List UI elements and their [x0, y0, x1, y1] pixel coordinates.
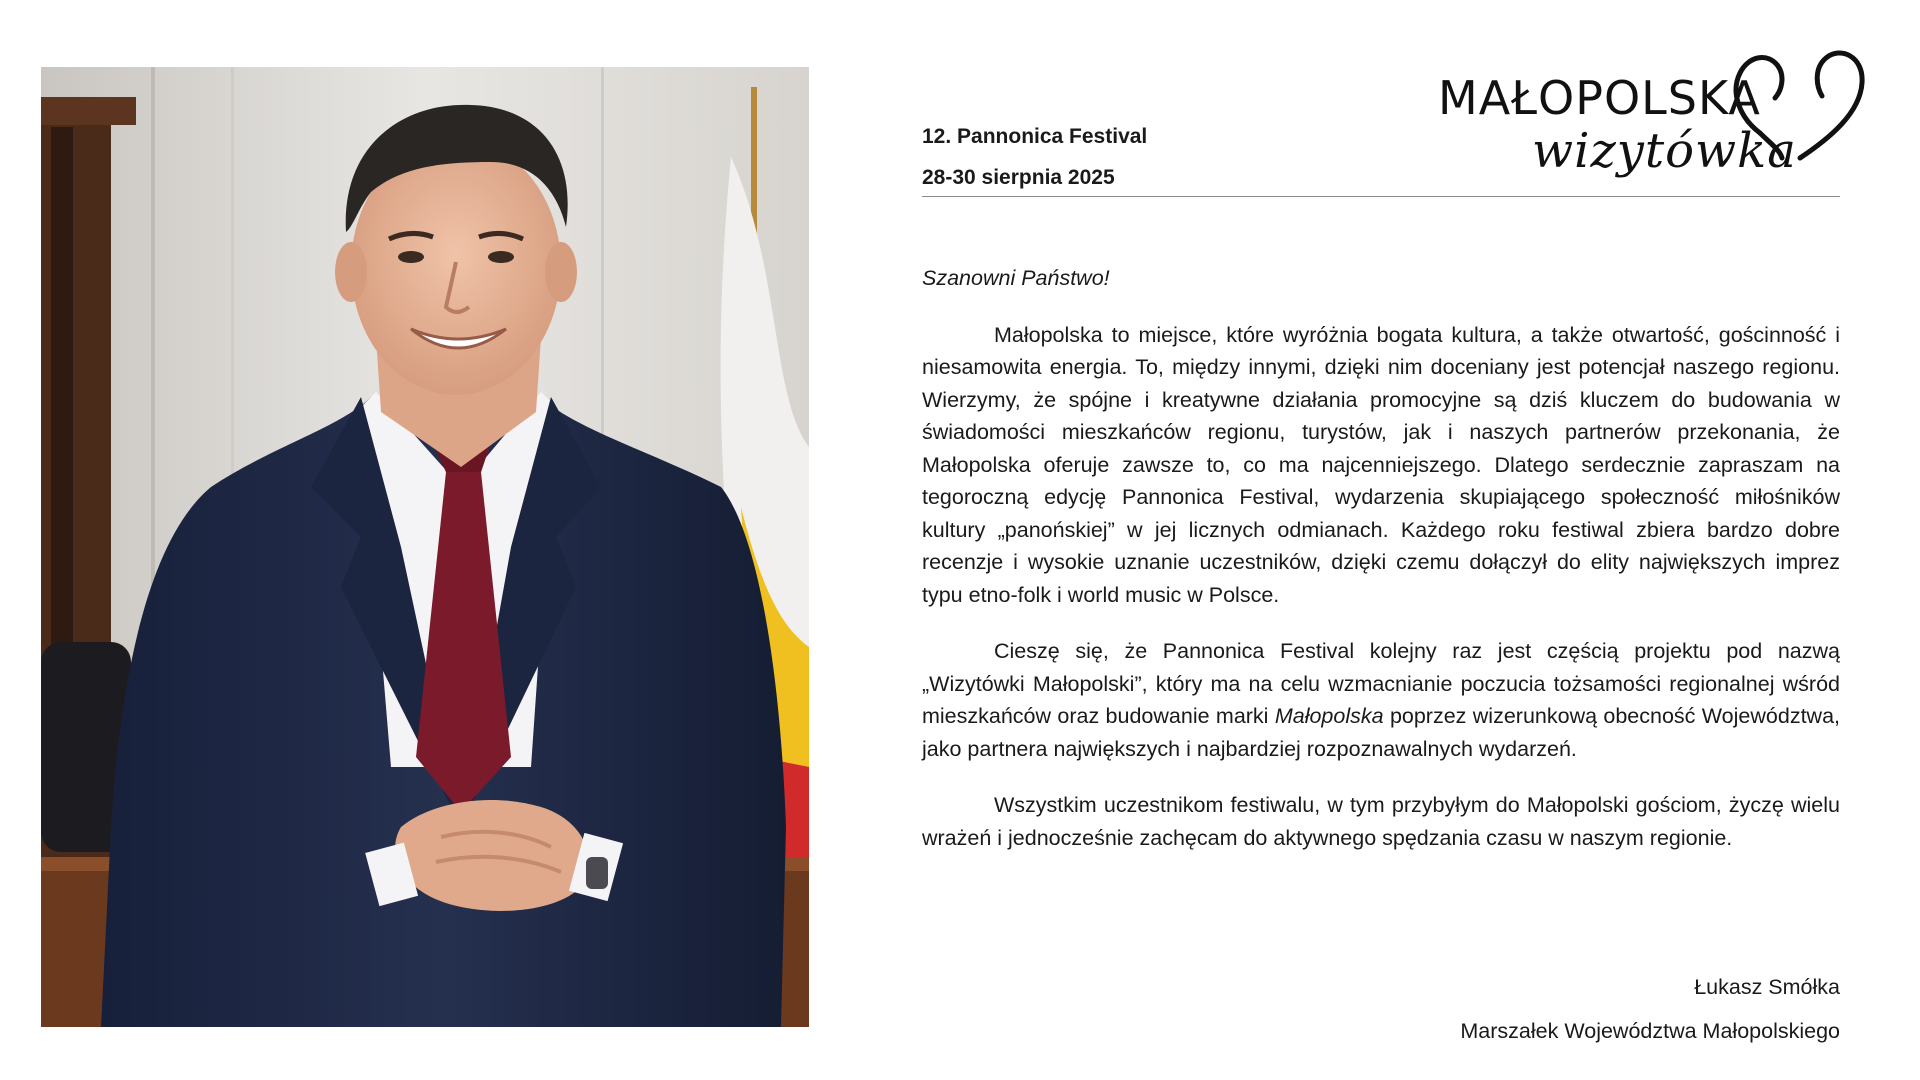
brand-name-italic: Małopolska — [1274, 704, 1384, 728]
wristwatch — [586, 857, 608, 889]
letter-body — [922, 262, 1840, 854]
paragraph-1: Małopolska to miejsce, które wyróżnia bogata kultura, a także otwartość, gościnność i niesamowita energia. To, między innymi, dzięki nim doceniany jest potencjał naszego regionu. Wierzymy, że spójne i kreatywne działania promocyjne są dziś kluczem do budowania w świadomości mieszkańców regionu, turystów, jak i naszych partnerów przekonania, że Małopolska oferuje zawsze to, co ma najcenniejszego. Dlatego serdecznie zapraszam na tegoroczną edycję Pannonica Festival, wydarzenia skupiającego społeczność miłośników kultury „panońskiej” w jej licznych odmianach. Każdego roku festiwal zbiera bardzo dobre recenzje i wysokie uznanie uczestników, dzięki czemu dołączył do elity największych imprez typu etno-folk i world music w Polsce. — [922, 322, 1840, 607]
salutation: Szanowni Państwo! — [922, 266, 1110, 290]
heart-outline-icon — [1730, 38, 1870, 178]
portrait-illustration — [41, 67, 809, 1027]
logo-text-wizytowka: wizytówka — [1532, 123, 1797, 179]
logo-text-malopolska: MAŁOPOLSKA — [1438, 71, 1761, 125]
event-title: 12. Pannonica Festival — [922, 125, 1148, 148]
paragraph-2-part-2: poprzez wizerunkową obecność Województwa, jako partnera największych i najbardziej rozpoznawalnych wydarzeń. — [922, 704, 1840, 761]
paragraph-2 — [922, 635, 1840, 765]
event-date: 28-30 sierpnia 2025 — [922, 166, 1115, 189]
paragraph-2-part-1: Cieszę się, że Pannonica Festival kolejny raz jest częścią projektu pod nazwą „Wizytówki Małopolski”, który ma na celu wzmacnianie poczucia tożsamości regionalnej wśród mieszkańców oraz budowanie marki — [922, 639, 1840, 728]
signature-name: Łukasz Smółka — [1694, 975, 1840, 999]
portrait-photo — [41, 67, 809, 1027]
paragraph-3: Wszystkim uczestnikom festiwalu, w tym przybyłym do Małopolski gościom, życzę wielu wrażeń i jednocześnie zachęcam do aktywnego spędzania czasu w naszym regionie. — [922, 793, 1840, 850]
signature-title: Marszałek Województwa Małopolskiego — [1460, 1019, 1840, 1043]
malopolska-wizytowka-logo — [1430, 38, 1880, 198]
